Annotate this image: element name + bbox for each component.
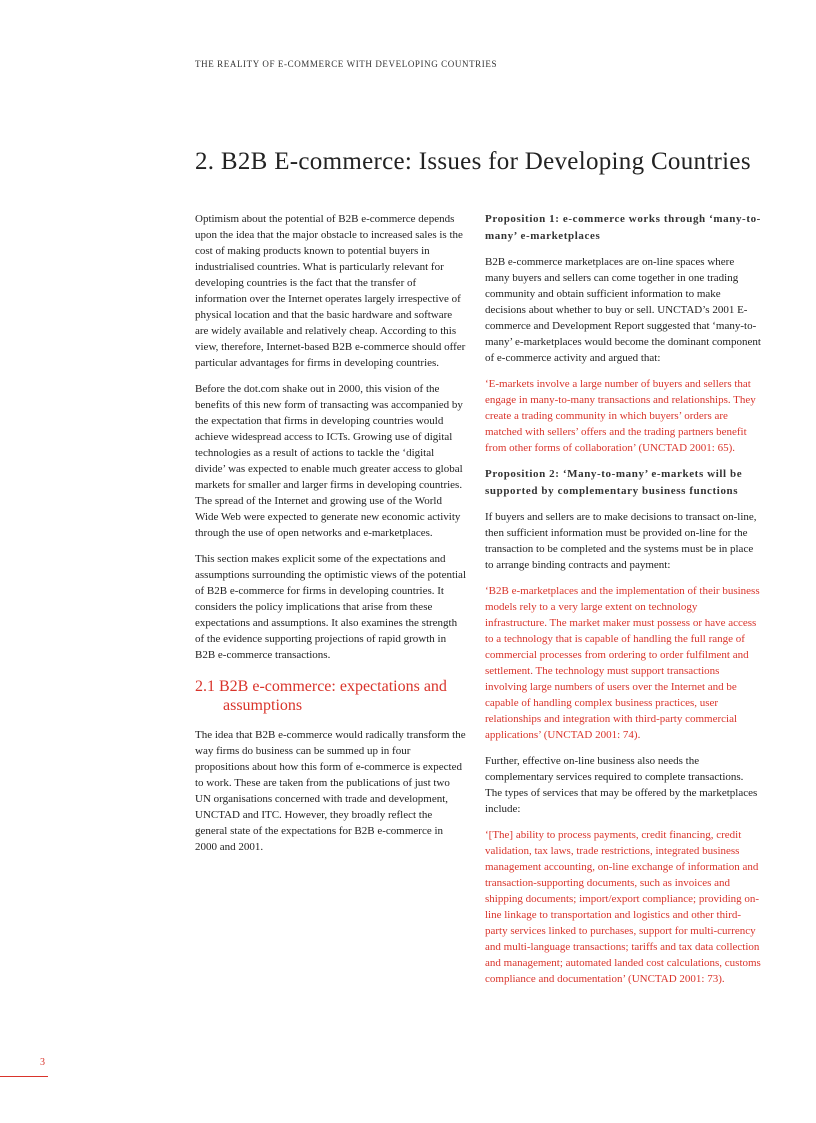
paragraph-section-purpose: This section makes explicit some of the expectations and assumptions surrounding the optimistic views of the potential of B2B e-commerce for firms in developing countries. It considers the policy implications that arise from these expectations and assumptions. It also examines the strength of the evidence supporting projections of rapid growth in B2B e-commerce transactions.	[195, 553, 466, 661]
paragraph-services: Further, effective on-line business also needs the complementary services required to complete transactions. The types of services that may be offered by the marketplaces include:	[485, 755, 758, 815]
paragraph-dotcom: Before the dot.com shake out in 2000, this vision of the benefits of this new form of transacting was accompanied by the expectation that firms in developing countries would achieve widespread access to ICTs. Growing use of digital technologies as a result of actions to tackle the ‘digital divide’ was expected to enable much greater access to global markets for smaller and larger firms in developing countries. The spread of the Internet and growing use of the World Wide Web were expected to generate new economic activity through the use of open networks and e-marketplaces.	[195, 383, 463, 539]
paragraph-transact: If buyers and sellers are to make decisions to transact on-line, then sufficient information must be provided on-line for the transaction to be completed and the systems must be in place to arrange binding contracts and payment:	[485, 511, 757, 571]
right-column	[485, 211, 761, 997]
paragraph-marketplaces: B2B e-commerce marketplaces are on-line spaces where many buyers and sellers can come together in one trading community and obtain sufficient information to make decisions about whether to buy or sell. UNCTAD’s 2001 E-commerce and Development Report suggested that ‘many-to-many’ e-marketplaces would become the dominant component of e-commerce activity and argued that:	[485, 256, 761, 364]
section-heading: 2.1 B2B e-commerce: expectations and assumptions	[195, 678, 447, 714]
quote-services: ‘[The] ability to process payments, credit financing, credit validation, tax laws, trade restrictions, integrated business management accounting, on-line exchange of information and transaction-supporting documents, such as invoices and shipping documents; import/export compliance; providing on-line linkage to transportation and logistics and other third-party services linked to purchases, support for multi-currency and multi-language transactions; tariffs and tax data collection and management; automated landed cost calculations, customs compliance and documentation’ (UNCTAD 2001: 73).	[485, 829, 761, 985]
quote-emarkets: ‘E-markets involve a large number of buyers and sellers that engage in many-to-many transactions and relationships. They create a trading community in which buyers’ orders are matched with sellers’ offers and the trading partners benefit from other forms of collaboration’ (UNCTAD 2001: 65).	[485, 378, 756, 454]
chapter-title: 2. B2B E-commerce: Issues for Developing Countries	[195, 148, 751, 175]
page-number-rule	[0, 1076, 48, 1077]
proposition-1-heading: Proposition 1: e-commerce works through ‘many-to-many’ e-marketplaces	[485, 213, 761, 242]
quote-infrastructure: ‘B2B e-marketplaces and the implementation of their business models rely to a very large extent on technology infrastructure. The market maker must possess or have access to a technology that is capable of handling the full range of commercial processes from ordering to order fulfilment and settlement. The technology must support transactions involving large numbers of users over the Internet and be capable of handling complex business practices, user relationships and integration with third-party commercial applications’ (UNCTAD 2001: 74).	[485, 585, 760, 741]
page-number: 3	[40, 1057, 45, 1068]
paragraph-propositions: The idea that B2B e-commerce would radically transform the way firms do business can be summed up in four propositions about how this form of e-commerce is expected to work. These are taken from the publications of just two UN organisations concerned with trade and development, UNCTAD and ITC. However, they broadly reflect the general state of the expectations for B2B e-commerce in 2000 and 2001.	[195, 729, 466, 853]
running-header: THE REALITY OF E-COMMERCE WITH DEVELOPING COUNTRIES	[195, 59, 498, 69]
proposition-2-heading: Proposition 2: ‘Many-to-many’ e-markets will be supported by complementary business functions	[485, 468, 743, 497]
left-column	[195, 211, 467, 865]
paragraph-intro: Optimism about the potential of B2B e-commerce depends upon the idea that the major obstacle to increased sales is the cost of making products known to potential buyers in industrialised countries. What is particularly relevant for developing countries is the fact that the transfer of information over the Internet operates largely irrespective of physical location and that the basic hardware and software are widely available and relatively cheap. According to this view, therefore, Internet-based B2B e-commerce should offer particular advantages for firms in developing countries.	[195, 213, 466, 369]
